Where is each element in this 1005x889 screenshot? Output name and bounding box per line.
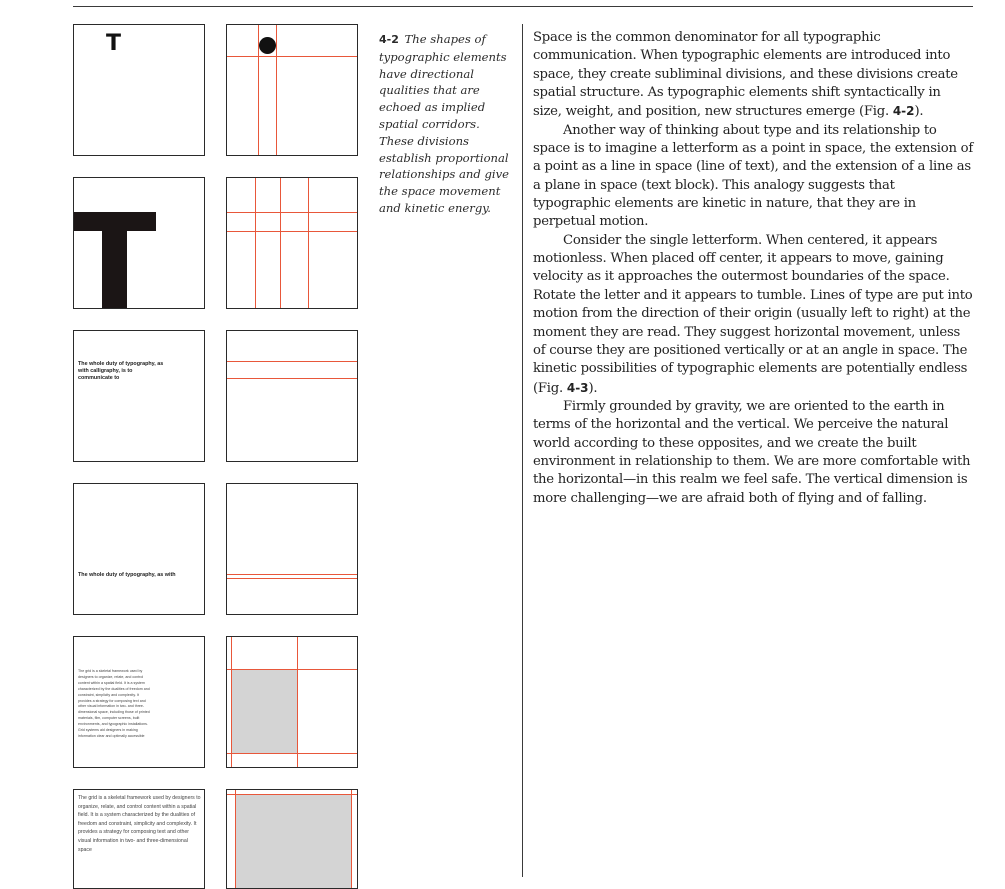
figure-text-block xyxy=(73,789,205,889)
figure-guide-column xyxy=(226,636,358,768)
point-mark xyxy=(259,37,276,54)
guide-line xyxy=(227,669,357,670)
guide-line xyxy=(258,25,259,155)
figure-guide-t xyxy=(226,177,358,309)
paragraph-end: ). xyxy=(588,380,598,396)
guide-line xyxy=(227,574,357,575)
column-tint xyxy=(231,669,297,753)
guide-line xyxy=(227,578,357,579)
caption-text: The shapes of typographic elements have directional qualities that are echoed as implied spatial corridors. These divisions establish proportional relationships and give the space movement and kinetic energy. xyxy=(379,32,510,215)
figure-text-short xyxy=(73,330,205,462)
letter-t-stem xyxy=(102,212,127,309)
figure-reference: 4-2 xyxy=(892,104,915,119)
paragraph xyxy=(533,232,973,398)
figure-guide-dot xyxy=(226,24,358,156)
figure-reference: 4-3 xyxy=(566,380,589,395)
paragraph-text: Space is the common denominator for all typographic communication. When typographic elements are introduced into space, they create subliminal divisions, and these divisions create spatial structure. As typographic elements shift syntactically in size, weight, and position, new structures emerge (Fig. xyxy=(533,30,958,120)
guide-line xyxy=(227,56,357,57)
figure-text-column xyxy=(73,636,205,768)
figure-guide-text-short xyxy=(226,330,358,462)
figure-guide-text-line xyxy=(226,483,358,615)
guide-line xyxy=(231,637,232,767)
guide-line xyxy=(351,790,352,888)
paragraph xyxy=(533,122,973,232)
guide-line xyxy=(227,753,357,754)
guide-line xyxy=(227,378,357,379)
sample-text: The grid is a skeletal framework used by designers to organize, relate, and control content within a spatial field. It is a system characterized by the dualities of freedom and constraint, simplicity and complexity. It provides a strategy for composing text and other visual information in two- and three-dimensional space, including those of printed materials, film, computer screens, built environments, and typographic installations. Grid systems aid designers in making information clear and optimally accessible xyxy=(78,669,150,738)
paragraph xyxy=(533,29,973,122)
paragraph-end: ). xyxy=(914,104,924,120)
figure-caption xyxy=(379,31,514,217)
guide-line xyxy=(255,178,256,308)
sample-text: The grid is a skeletal framework used by designers to organize, relate, and control content within a spatial field. It is a system characterized by the dualities of freedom and constraint, simplicity and complexity. It provides a strategy for composing text and other visual information in two- and three-dimensional space xyxy=(78,795,201,853)
body-text xyxy=(533,29,973,508)
top-rule xyxy=(73,6,973,7)
guide-line xyxy=(235,790,236,888)
figure-guide-block xyxy=(226,789,358,889)
guide-line xyxy=(276,25,277,155)
figure-letter-large xyxy=(73,177,205,309)
figure-letter-small xyxy=(73,24,205,156)
column-rule xyxy=(522,24,523,877)
block-tint xyxy=(235,794,351,889)
letter-t: T xyxy=(106,31,122,56)
paragraph-text: Consider the single letterform. When centered, it appears motionless. When placed off center, it appears to move, gaining velocity as it approaches the outermost boundaries of the space. Rotate the letter and it appears to tumble. Lines of type are put into motion from the direction of their origin (usually left to right) at the moment they are read. They suggest horizontal movement, unless of course they are positioned vertically or at an angle in space. The kinetic possibilities of typographic elements are potentially endless (Fig. xyxy=(533,232,973,396)
guide-line xyxy=(297,637,298,767)
sample-text: The whole duty of typography, as with calligraphy, is to communicate to xyxy=(78,361,164,381)
paragraph-text: Firmly grounded by gravity, we are oriented to the earth in terms of the horizontal and the vertical. We perceive the natural world according to these opposites, and we create the built environment in relationship to them. We are more comfortable with the horizontal—in this realm we feel safe. The vertical dimension is more challenging—we are afraid both of flying and of falling. xyxy=(533,398,971,506)
guide-line xyxy=(280,178,281,308)
guide-line xyxy=(227,212,357,213)
caption-figure-number: 4-2 xyxy=(379,33,399,46)
guide-line xyxy=(227,794,357,795)
paragraph xyxy=(533,398,973,508)
guide-line xyxy=(308,178,309,308)
guide-line xyxy=(227,361,357,362)
figure-text-line xyxy=(73,483,205,615)
paragraph-text: Another way of thinking about type and its relationship to space is to imagine a letterform as a point in space, the extension of a point as a line in space (line of text), and the extension of a line as a plane in space (text block). This analogy suggests that typographic elements are kinetic in nature, that they are in perpetual motion. xyxy=(533,122,973,230)
sample-text: The whole duty of typography, as with xyxy=(78,572,176,578)
guide-line xyxy=(227,231,357,232)
